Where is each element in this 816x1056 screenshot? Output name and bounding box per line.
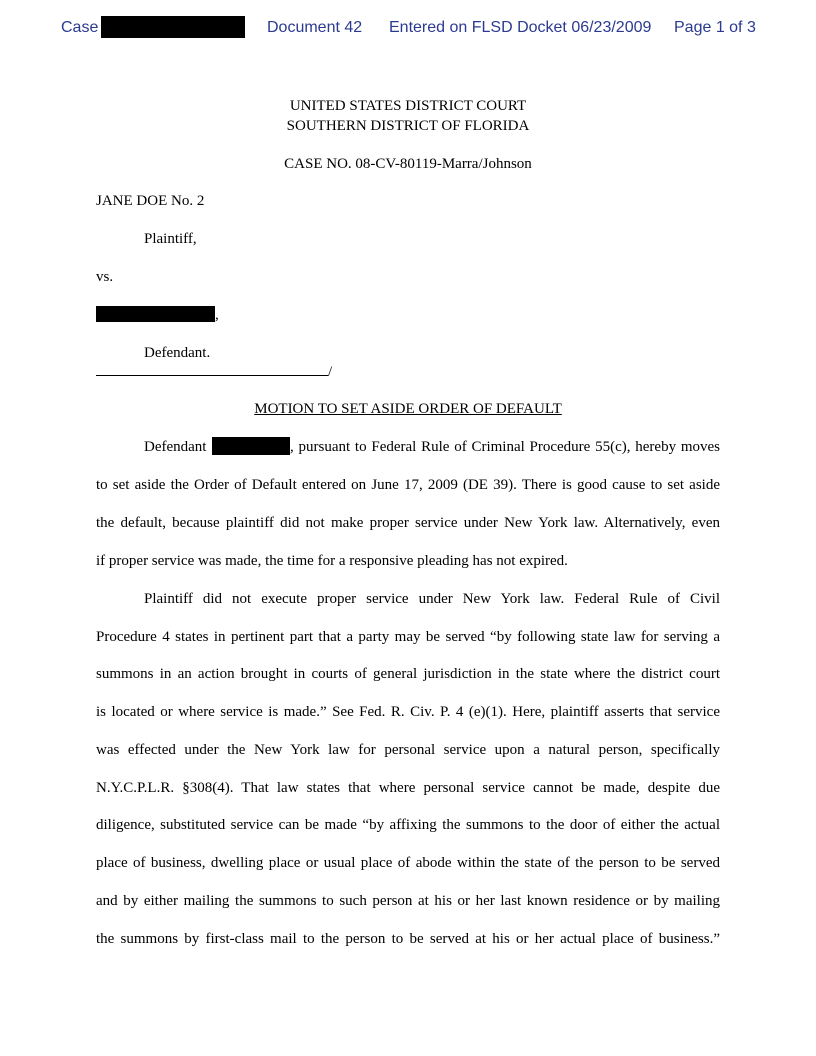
p1-line2: to set aside the Order of Default entered on June 17, 2009 (DE 39). There is good cause to set aside	[96, 477, 720, 493]
motion-title	[0, 399, 816, 419]
p1-line1-lead: Defendant	[144, 439, 207, 455]
court-district: SOUTHERN DISTRICT OF FLORIDA	[286, 118, 530, 134]
redaction-case-number	[101, 16, 245, 38]
p2-line7: diligence, substituted service can be made “by affixing the summons to the door of either the actual	[96, 817, 720, 833]
header-document-number: Document 42	[267, 19, 363, 36]
p2-line3: summons in an action brought in courts of general jurisdiction in the state where the district court	[96, 666, 720, 682]
p2-line1: Plaintiff did not execute proper service under New York law. Federal Rule of Civil	[144, 591, 720, 607]
defendant-role: Defendant.	[144, 345, 211, 361]
p1-line1-rest: , pursuant to Federal Rule of Criminal Procedure 55(c), hereby moves	[290, 439, 720, 455]
caption-slash: /	[328, 364, 333, 380]
versus: vs.	[96, 269, 114, 285]
defendant-comma: ,	[215, 307, 219, 323]
p2-line9: and by either mailing the summons to such person at his or her last known residence or by mailing	[96, 893, 720, 909]
p1-line4: if proper service was made, the time for a responsive pleading has not expired.	[96, 553, 568, 569]
case-number: CASE NO. 08-CV-80119-Marra/Johnson	[284, 156, 532, 172]
redaction-defendant-name-body	[212, 437, 290, 455]
plaintiff-role: Plaintiff,	[144, 231, 197, 247]
redaction-defendant-name	[96, 306, 215, 322]
p2-line8: place of business, dwelling place or usual place of abode within the state of the person to be served	[96, 855, 720, 871]
header-page-count: Page 1 of 3	[674, 19, 756, 36]
p2-line5: was effected under the New York law for personal service upon a natural person, specifically	[96, 742, 720, 758]
p2-line2: Procedure 4 states in pertinent part that a party may be served “by following state law for serving a	[96, 629, 720, 645]
header-case-label: Case	[61, 19, 99, 36]
caption-rule	[96, 375, 328, 376]
plaintiff-name: JANE DOE No. 2	[96, 193, 205, 209]
p2-line4: is located or where service is made.” See Fed. R. Civ. P. 4 (e)(1). Here, plaintiff asserts that service	[96, 704, 720, 720]
p2-line6: N.Y.C.P.L.R. §308(4). That law states that where personal service cannot be made, despite due	[96, 780, 720, 796]
p1-line3: the default, because plaintiff did not make proper service under New York law. Alternatively, even	[96, 515, 720, 531]
motion-title-text: MOTION TO SET ASIDE ORDER OF DEFAULT	[254, 401, 562, 417]
header-docket-entry: Entered on FLSD Docket 06/23/2009	[389, 19, 652, 36]
p2-line10: the summons by first-class mail to the person to be served at his or her actual place of business.”	[96, 931, 720, 947]
court-name: UNITED STATES DISTRICT COURT	[289, 98, 527, 114]
